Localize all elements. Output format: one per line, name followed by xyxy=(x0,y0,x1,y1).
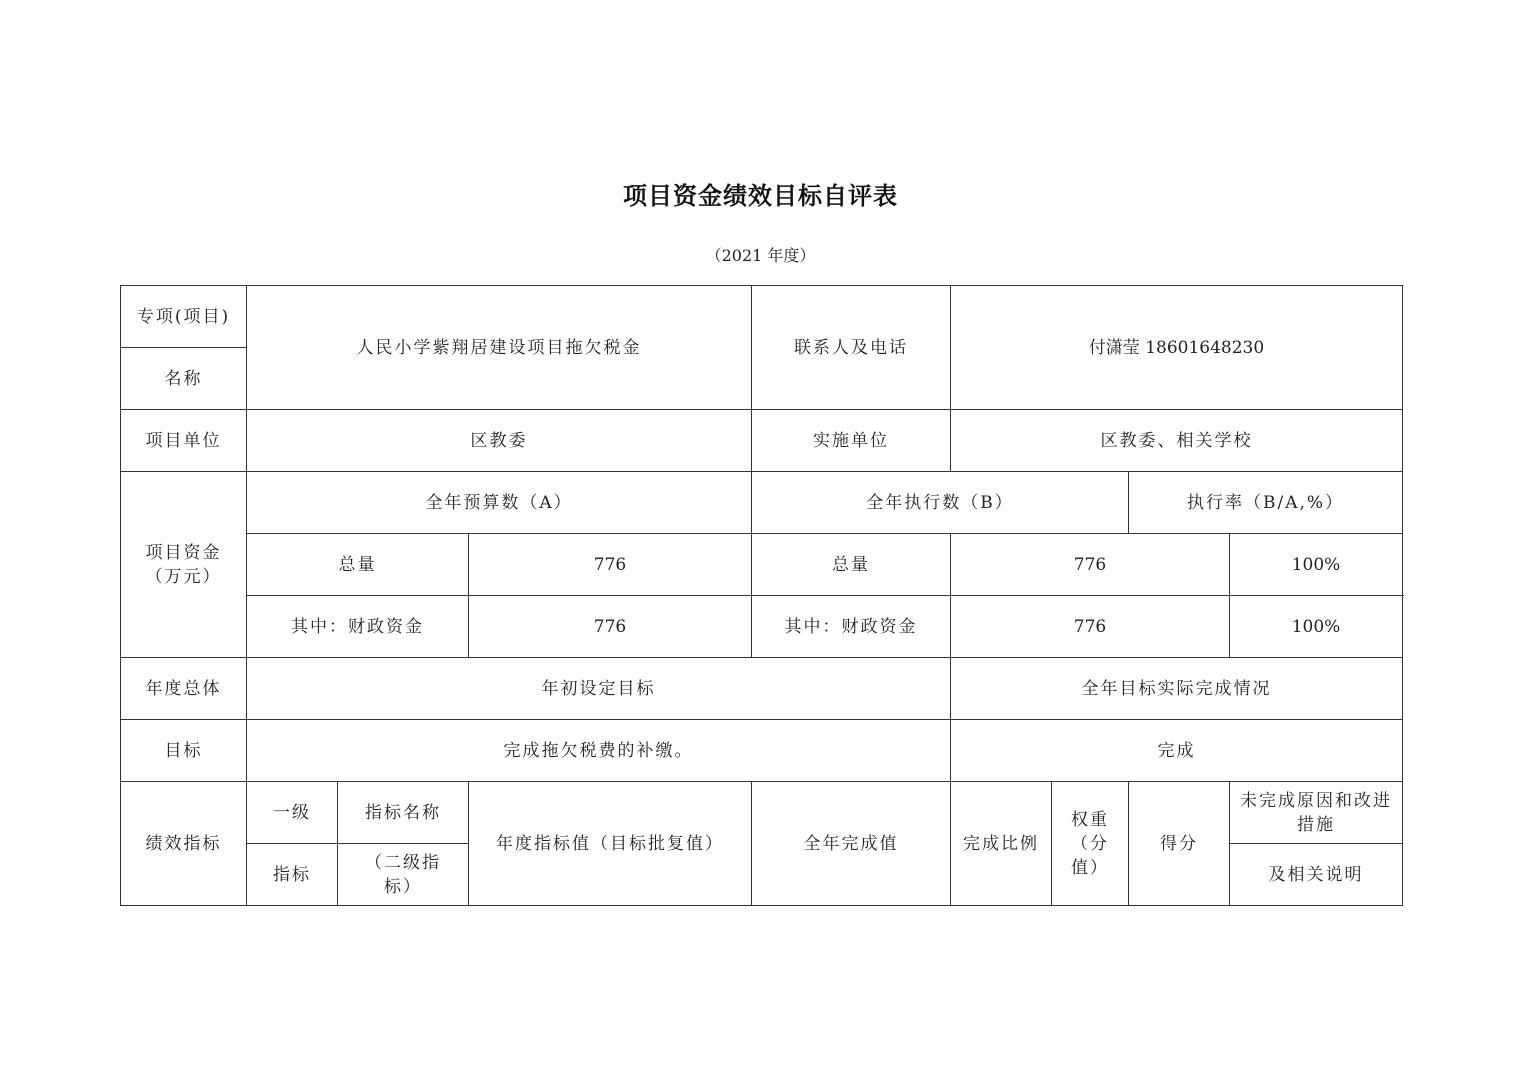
reason-header-a: 未完成原因和改进措施 xyxy=(1230,782,1403,844)
budget-header: 全年预算数（A） xyxy=(247,472,752,534)
exec-fiscal-value: 776 xyxy=(951,596,1230,658)
funds-label-line1: 项目资金 xyxy=(145,542,222,563)
completion-ratio-header: 完成比例 xyxy=(951,782,1052,906)
contact-value: 付潇莹 18601648230 xyxy=(951,286,1403,410)
funds-label xyxy=(121,472,247,658)
project-name-label-2: 名称 xyxy=(121,348,247,410)
full-year-value-header: 全年完成值 xyxy=(752,782,951,906)
rate-fiscal-value: 100% xyxy=(1230,596,1403,658)
exec-total-label: 总量 xyxy=(752,534,951,596)
weight-header: 权重（分值） xyxy=(1052,782,1129,906)
budget-fiscal-value: 776 xyxy=(469,596,752,658)
actual-completion-header: 全年目标实际完成情况 xyxy=(951,658,1403,720)
impl-unit-label: 实施单位 xyxy=(752,410,951,472)
impl-unit-value: 区教委、相关学校 xyxy=(951,410,1403,472)
self-evaluation-table xyxy=(120,285,1403,906)
score-header: 得分 xyxy=(1129,782,1230,906)
indicator-name-header-a: 指标名称 xyxy=(338,782,469,844)
annual-indicator-value-header: 年度指标值（目标批复值） xyxy=(469,782,752,906)
exec-header: 全年执行数（B） xyxy=(752,472,1129,534)
budget-total-value: 776 xyxy=(469,534,752,596)
rate-header: 执行率（B/A,%） xyxy=(1129,472,1403,534)
rate-total-value: 100% xyxy=(1230,534,1403,596)
budget-total-label: 总量 xyxy=(247,534,469,596)
exec-total-value: 776 xyxy=(951,534,1230,596)
funds-label-line2: （万元） xyxy=(145,566,222,587)
page-title: 项目资金绩效目标自评表 xyxy=(623,182,898,210)
initial-target-header: 年初设定目标 xyxy=(247,658,951,720)
project-name-value: 人民小学紫翔居建设项目拖欠税金 xyxy=(247,286,752,410)
annual-target-label-1: 年度总体 xyxy=(121,658,247,720)
budget-fiscal-label: 其中：财政资金 xyxy=(247,596,469,658)
contact-label: 联系人及电话 xyxy=(752,286,951,410)
initial-target-value: 完成拖欠税费的补缴。 xyxy=(247,720,951,782)
exec-fiscal-label: 其中：财政资金 xyxy=(752,596,951,658)
annual-target-label-2: 目标 xyxy=(121,720,247,782)
year-subtitle: （2021 年度） xyxy=(705,246,816,265)
reason-header-b: 及相关说明 xyxy=(1230,844,1403,906)
indicator-name-header-b: （二级指标） xyxy=(338,844,469,906)
indicators-label: 绩效指标 xyxy=(121,782,247,906)
level1-header-a: 一级 xyxy=(247,782,338,844)
project-unit-value: 区教委 xyxy=(247,410,752,472)
project-name-label-1: 专项(项目) xyxy=(121,286,247,348)
actual-completion-value: 完成 xyxy=(951,720,1403,782)
level1-header-b: 指标 xyxy=(247,844,338,906)
project-unit-label: 项目单位 xyxy=(121,410,247,472)
